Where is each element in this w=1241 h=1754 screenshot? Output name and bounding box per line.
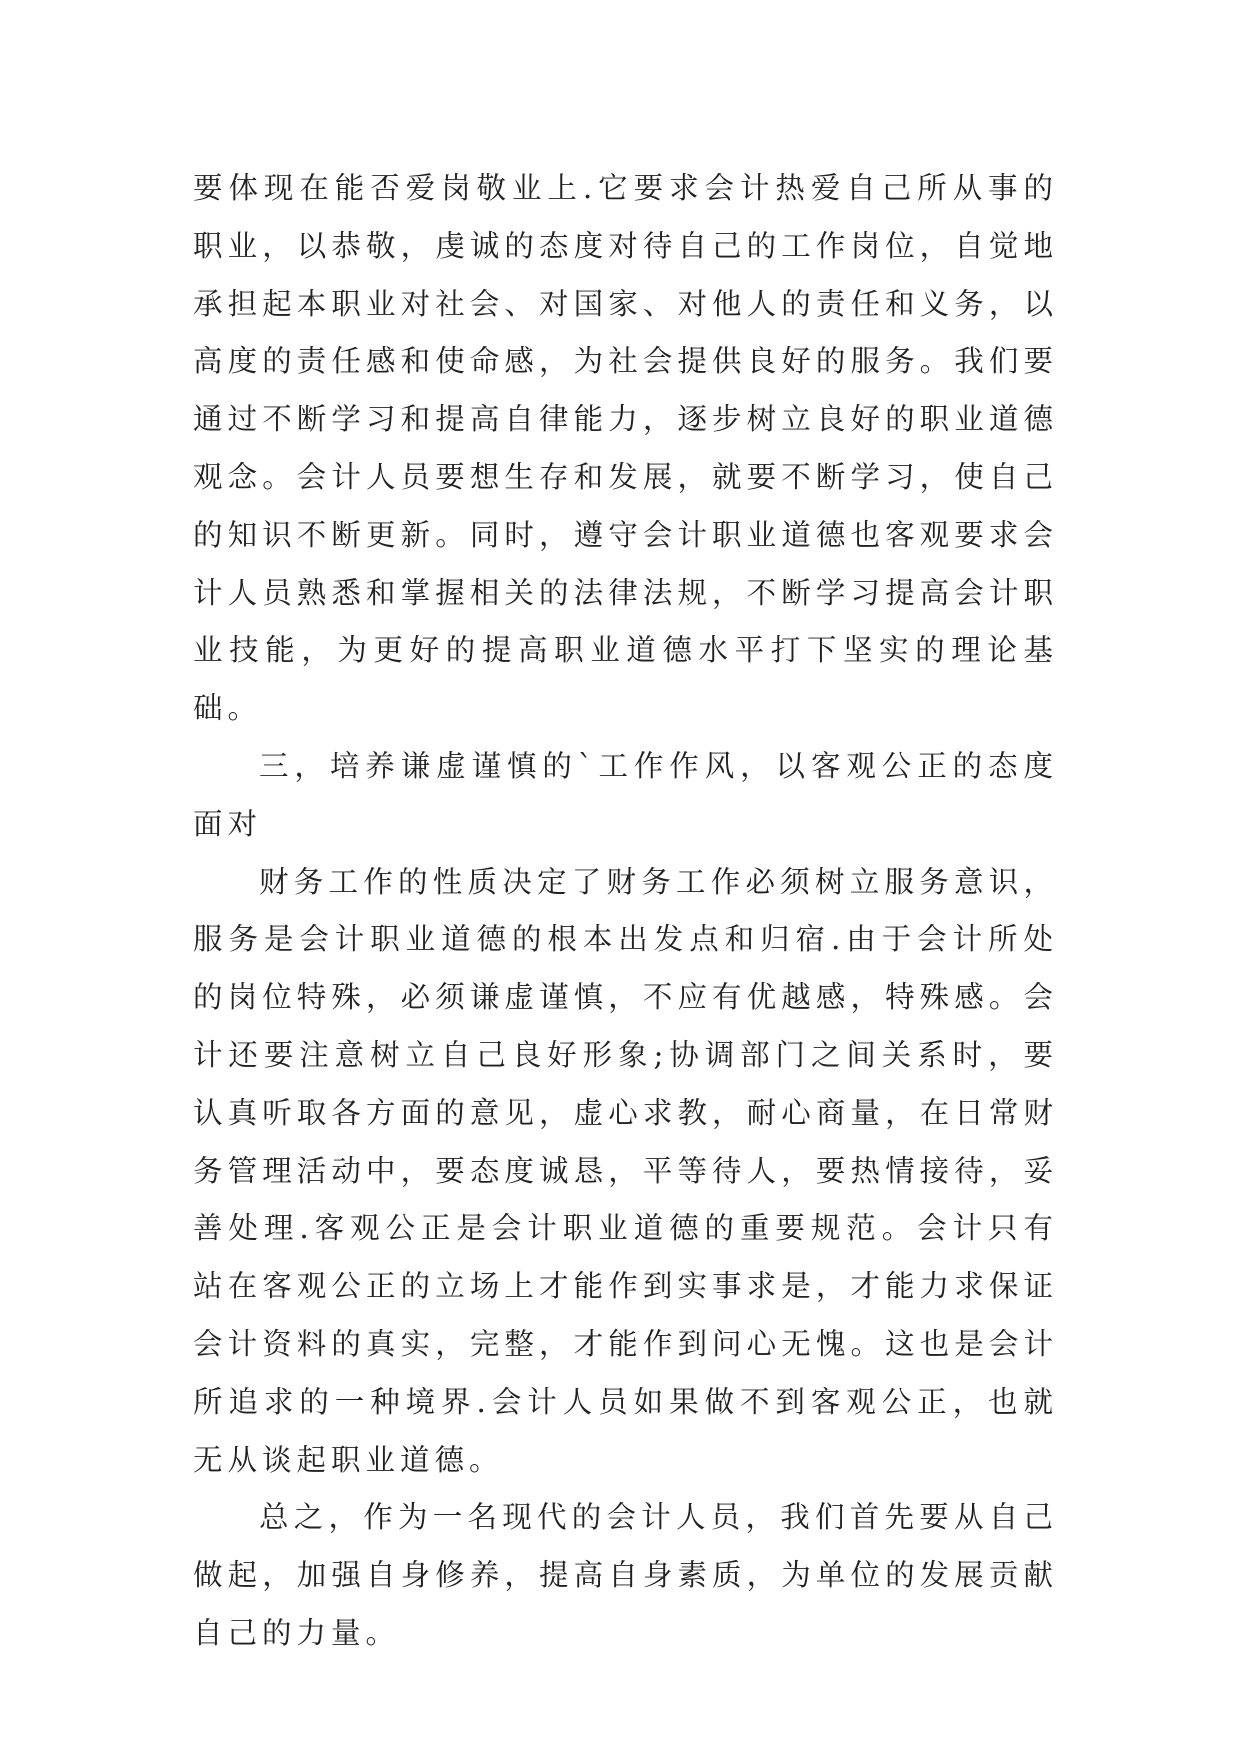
body-paragraph: 财务工作的性质决定了财务工作必须树立服务意识，服务是会计职业道德的根本出发点和归宿.由于会计所处的岗位特殊，必须谦虚谨慎，不应有优越感，特殊感。会计还要注意树立自己良好形象;协调部门之间关系时，要认真听取各方面的意见，虚心求教，耐心商量，在日常财务管理活动中，要态度诚恳，平等待人，要热情接待，妥善处理.客观公正是会计职业道德的重要规范。会计只有站在客观公正的立场上才能作到实事求是，才能力求保证会计资料的真实，完整，才能作到问心无愧。这也是会计所追求的一种境界.会计人员如果做不到客观公正，也就无从谈起职业道德。 [193,864,1058,1477]
conclusion-paragraph: 总之，作为一名现代的会计人员，我们首先要从自己做起，加强自身修养，提高自身素质，为单位的发展贡献自己的力量。 [193,1500,1058,1650]
body-paragraph-continued: 要体现在能否爱岗敬业上.它要求会计热爱自己所从事的职业，以恭敬，虔诚的态度对待自己的工作岗位，自觉地承担起本职业对社会、对国家、对他人的责任和义务，以高度的责任感和使命感，为社会提供良好的服务。我们要通过不断学习和提高自律能力，逐步树立良好的职业道德观念。会计人员要想生存和发展，就要不断学习，使自己的知识不断更新。同时，遵守会计职业道德也客观要求会计人员熟悉和掌握相关的法律法规，不断学习提高会计职业技能，为更好的提高职业道德水平打下坚实的理论基础。 [193,171,1058,726]
document-body [193,160,1058,1663]
section-heading: 三，培养谦虚谨慎的`工作作风，以客观公正的态度面对 [193,748,1058,841]
